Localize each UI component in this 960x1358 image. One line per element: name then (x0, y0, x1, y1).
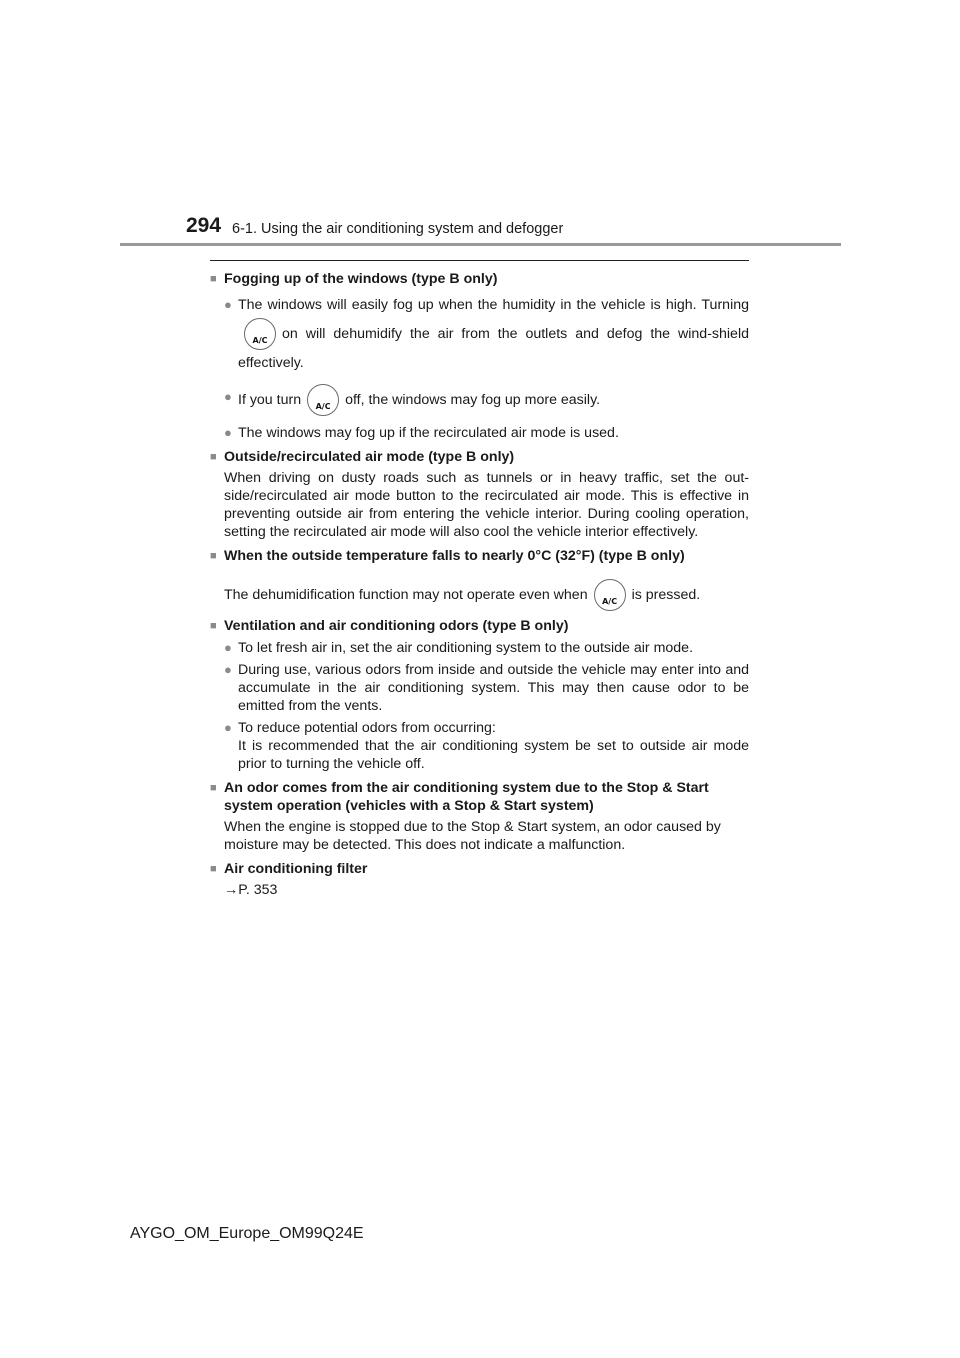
heading-ac-filter: ■ Air conditioning filter (210, 860, 749, 878)
page-header (0, 0, 960, 250)
bullet-fogging-recirculated: ● The windows may fog up if the recirculated air mode is used. (210, 424, 749, 442)
section-title: 6-1. Using the air conditioning system and defogger (232, 221, 564, 237)
page-number: 294 (186, 214, 222, 237)
text-stop-start-odor: When the engine is stopped due to the Stop & Start system, an odor caused by moisture may be detected. This does not indicate a malfunction. (224, 819, 721, 853)
bullet-odors-accumulate: ● During use, various odors from inside and outside the vehicle may enter into and accumulate in the air conditioning system. This may then cause odor to be emitted from the vents. (210, 661, 749, 715)
text-outside-recirculated: When driving on dusty roads such as tunnels or in heavy traffic, set the out-side/recirculated air mode button to the recirculated air mode. This is effective in preventing outside air from entering the vehicle interior. During cooling operation, setting the recirculated air mode will also cool the vehicle interior effectively. (224, 470, 749, 540)
heading-stop-start-odor: ■ An odor comes from the air conditioning system due to the Stop & Start system operation (vehicles with a Stop & Start system) (210, 779, 749, 815)
footer-doc-id: AYGO_OM_Europe_OM99Q24E (130, 1225, 364, 1242)
page-reference-link[interactable]: →P. 353 (224, 882, 278, 898)
heading-low-temperature: ■ When the outside temperature falls to nearly 0°C (32°F) (type B only) (210, 547, 749, 565)
ac-button-icon: A/C (244, 318, 276, 350)
bullet-odors-reduce: ● To reduce potential odors from occurring: It is recommended that the air conditioning system be set to outside air mode prior to turning the vehicle off. (210, 719, 749, 773)
header-divider (120, 243, 841, 246)
heading-ventilation-odors: ■ Ventilation and air conditioning odors (type B only) (210, 617, 749, 635)
ac-button-icon: A/C (307, 384, 339, 416)
heading-outside-recirculated: ■ Outside/recirculated air mode (type B only) (210, 448, 749, 466)
ac-button-icon: A/C (594, 579, 626, 611)
bullet-fogging-ac-off: ● If you turn A/C off, the windows may fog up more easily. (210, 384, 749, 416)
text-low-temperature: The dehumidification function may not operate even when A/C is pressed. (210, 579, 749, 611)
bullet-fogging-humidity: ● The windows will easily fog up when the humidity in the vehicle is high. Turning A/C on will dehumidify the air from the outlets and defog the wind-shield effectively. (210, 292, 749, 376)
content-divider (210, 260, 749, 261)
heading-fogging: ■ Fogging up of the windows (type B only) (210, 270, 749, 288)
bullet-odors-fresh-air: ● To let fresh air in, set the air conditioning system to the outside air mode. (210, 639, 749, 657)
page-content (210, 267, 749, 899)
